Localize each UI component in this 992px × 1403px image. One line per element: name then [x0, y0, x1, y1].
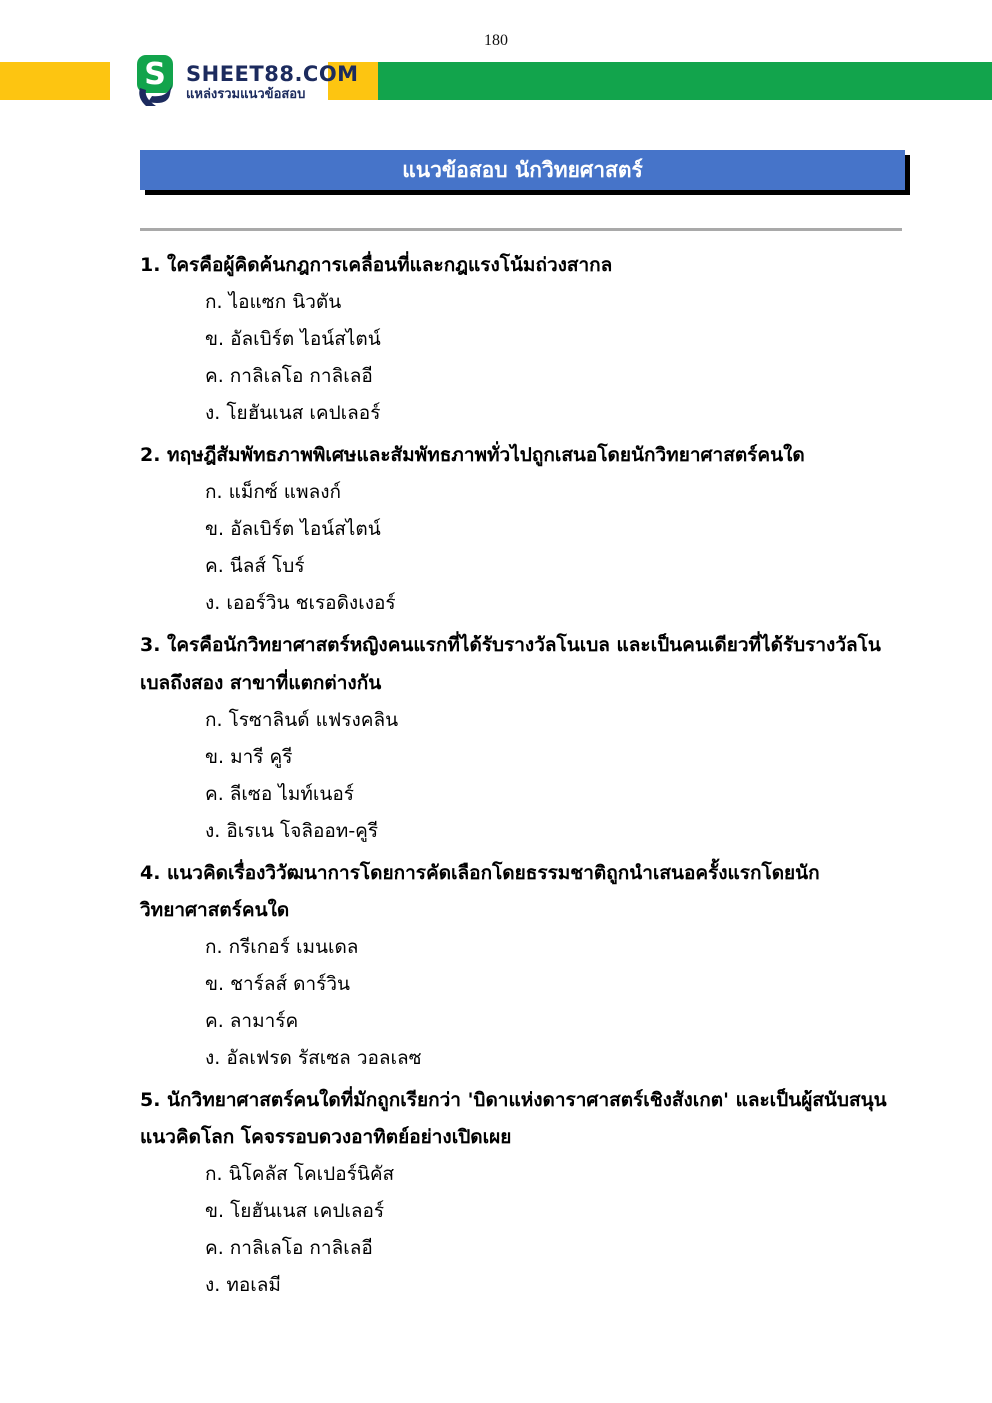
horizontal-divider [140, 228, 902, 231]
page-number: 180 [484, 32, 508, 49]
choice-option: ค. นีลส์ โบร์ [205, 555, 305, 578]
logo-tagline: แหล่งรวมแนวข้อสอบ [186, 87, 306, 103]
svg-text:S: S [144, 57, 166, 92]
choice-option: ง. เออร์วิน ชเรอดิงเงอร์ [205, 592, 396, 615]
choice-option: ก. โรซาลินด์ แฟรงคลิน [205, 708, 399, 731]
choice-option: ก. ไอแซก นิวตัน [205, 291, 342, 314]
logo-text [186, 63, 359, 102]
choice-option: ข. ชาร์ลส์ ดาร์วิน [205, 972, 350, 995]
choice-option: ข. โยฮันเนส เคปเลอร์ [205, 1200, 385, 1223]
question-block [140, 855, 906, 1077]
choice-option: ข. อัลเบิร์ต ไอน์สไตน์ [205, 328, 381, 351]
choice-option: ค. ลามาร์ค [205, 1009, 299, 1032]
question-text: 4. แนวคิดเรื่องวิวัฒนาการโดยการคัดเลือกโดยธรรมชาติถูกนำเสนอครั้งแรกโดยนักวิทยาศาสตร์คนใด [140, 861, 820, 921]
choice-option: ก. นิโคลัส โคเปอร์นิคัส [205, 1163, 395, 1186]
choice-option: ข. มารี คูรี [205, 745, 293, 768]
header-green-bar [378, 62, 992, 100]
choice-option: ง. อัลเฟรด รัสเซล วอลเลซ [205, 1046, 422, 1069]
choice-option: ค. กาลิเลโอ กาลิเลอี [205, 1237, 373, 1260]
question-text: 2. ทฤษฎีสัมพัทธภาพพิเศษและสัมพัทธภาพทั่วไปถูกเสนอโดยนักวิทยาศาสตร์คนใด [140, 444, 805, 467]
choice-option: ง. อิเรเน โจลิออท-คูรี [205, 819, 379, 842]
choice-option: ก. แม็กซ์ แพลงก์ [205, 481, 341, 504]
question-block [140, 247, 906, 432]
header-yellow-bar-left [0, 62, 110, 100]
choice-option: ก. กรีเกอร์ เมนเดล [205, 935, 359, 958]
question-text: 1. ใครคือผู้คิดค้นกฎการเคลื่อนที่และกฎแรงโน้มถ่วงสากล [140, 254, 613, 276]
title-banner: แนวข้อสอบ นักวิทยศาสตร์ [140, 150, 905, 190]
choice-option: ค. ลีเซอ ไมท์เนอร์ [205, 782, 354, 805]
choice-option: ค. กาลิเลโอ กาลิเลอี [205, 365, 373, 388]
question-block [140, 1082, 906, 1304]
choice-option: ง. โยฮันเนส เคปเลอร์ [205, 402, 381, 425]
logo-brand: SHEET88.COM [186, 62, 359, 87]
sheet88-logo [134, 54, 359, 112]
choice-option: ข. อัลเบิร์ต ไอน์สไตน์ [205, 518, 381, 541]
question-text: 3. ใครคือนักวิทยาศาสตร์หญิงคนแรกที่ได้รับรางวัลโนเบล และเป็นคนเดียวที่ได้รับรางวัลโนเบลถึงสอง สาขาที่แตกต่างกัน [140, 634, 881, 694]
question-block [140, 437, 906, 622]
choice-option: ง. ทอเลมี [205, 1274, 281, 1297]
question-block [140, 627, 906, 849]
question-text: 5. นักวิทยาศาสตร์คนใดที่มักถูกเรียกว่า 'บิดาแห่งดาราศาสตร์เชิงสังเกต' และเป็นผู้สนับสนุนแนวคิดโลก โคจรรอบดวงอาทิตย์อย่างเปิดเผย [140, 1089, 887, 1149]
sheet88-s-icon [134, 54, 176, 112]
questions [140, 247, 906, 1304]
